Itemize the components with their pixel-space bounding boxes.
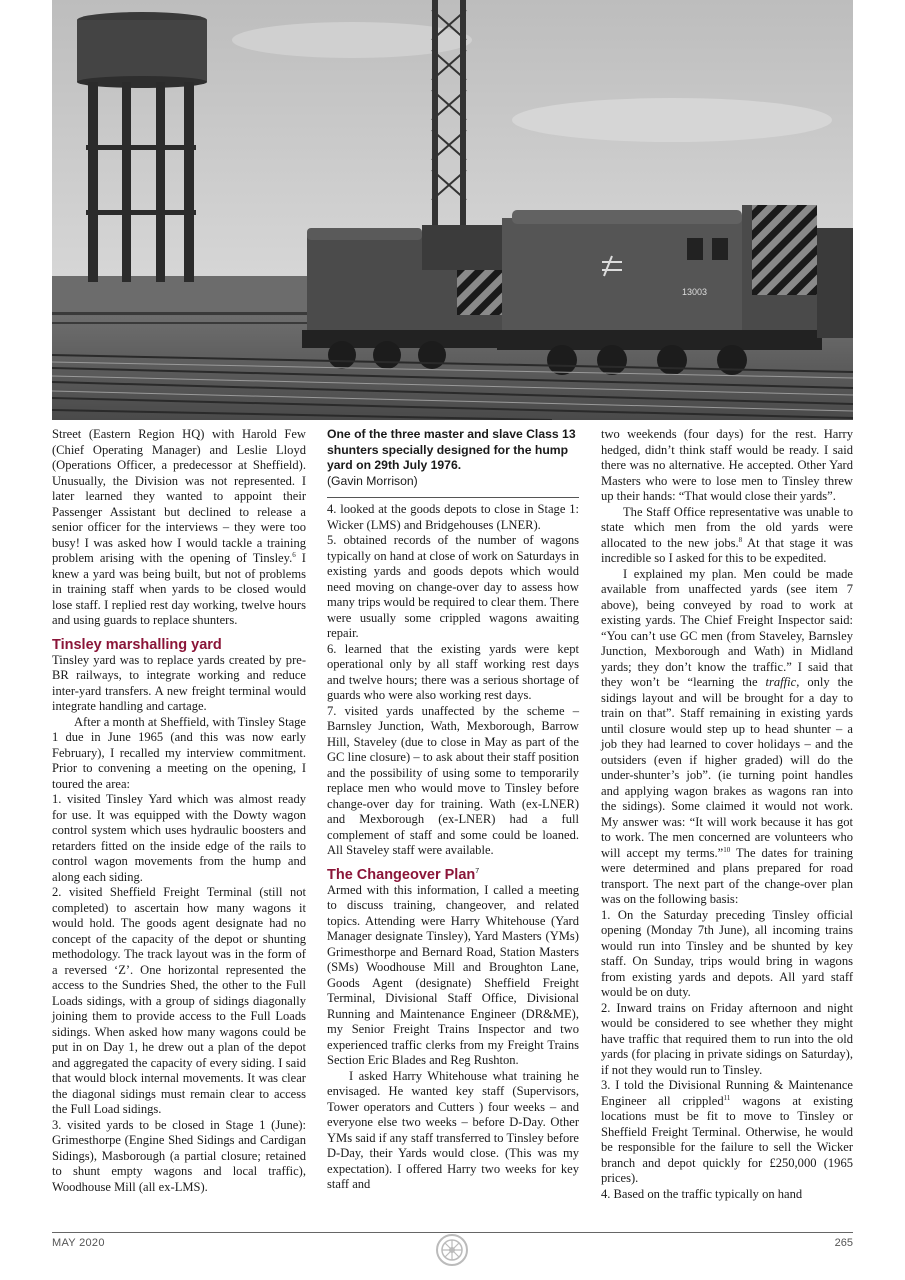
list-item: 2. visited Sheffield Freight Terminal (still not completed) to ascertain how many wagons it would hold. The goods agent designate had no concept of the capacity of the depot or shunting methodology. The track layout was in the form of a reversed ‘Z’. One horizontal represented the access to the Sundries Shed, the other to the Full Loads sidings, with a group of sidings diagonally joining them to provide access to the Full Loads sidings. When asked how many wagons could be put in on Day 1, he drew out a plan of the depot and aggregated the capacity of every siding. I said that would block internal movements. It was clear the diagonal sidings must remain clear to access the Full Load sidings. [52,885,306,1116]
paragraph: After a month at Sheffield, with Tinsley Stage 1 due in June 1965 (and this was now early February), I recalled my interview commitment. Prior to convening a meeting on the opening, I toured the area: [52,714,306,791]
paragraph: The Staff Office representative was unable to state which men from the old yards were allocated to the new jobs.$^8$ At that stage it was incredible so I asked for this to be expedited. [601,504,853,565]
list-item: 3. I told the Divisional Running & Maintenance Engineer all crippled$^{11}$ wagons at existing locations must be fit to move to Tinsley or Sheffield Freight Terminal. Otherwise, he would be responsible for the failure to sell the Wicker branch and depot quickly for £250,000 (1965 prices). [601,1078,853,1185]
photo-caption: One of the three master and slave Class 13 shunters specially designed for the hump yard on 29th July 1976. (Gavin Morrison) [327,427,576,488]
loco-number: 13003 [682,287,708,297]
list-item: 1. On the Saturday preceding Tinsley official opening (Monday 7th June), all incoming trains would run into Tinsley and be shunted by key staff. On Sunday, trips would bring in wagons from existing yards and depots. All yard staff would be on duty. [601,907,853,999]
column-3 [601,427,853,1202]
list-item: 1. visited Tinsley Yard which was almost ready for use. It was equipped with the Dowty wagon control system which uses hydraulic boosters and retarders fitted on the inside edge of the rails to control wagon movements from the hump and along each siding. [52,792,306,884]
paragraph: two weekends (four days) for the rest. Harry hedged, didn’t think staff would be ready. I said there was no alternative. He accepted. Other Yard Masters who were to lose men to Tinsley threw up their hands: “That would close their yards”. [601,427,853,503]
locomotive-photo [52,0,853,420]
photo-credit: (Gavin Morrison) [327,473,418,488]
list-item: 5. obtained records of the number of wagons typically on hand at close of work on Saturdays in existing yards and goods depots which would need moving on change-over day to assess how many trips would be required to clear them. There were usually some crippled wagons awaiting repair. [327,533,579,640]
paragraph: I explained my plan. Men could be made available from unaffected yards (see item 7 above), being conveyed by road to work at existing yards. The Chief Freight Inspector said: “You can’t use GC men (from Staveley, Barnsley Junction, Mexborough and Wath) in Midland yards; they don’t know the traffic.” I said that they won’t be “learning the traffic, only the sidings layout and will be brought for a day to train on that”. Staff remaining in existing yards until closure would step up to head shunter – a job they had learned to cover holidays – and the outsiders (even if higher graded) will do the under-shunter’s job”. (ie turning point handles and applying wagon brakes as wagons ran into the sidings). Some claimed it would not work. My answer was: “It will work because it has got to work. The men concerned are volunteers who will accept my terms.”$^{10}$ The dates for training were determined and plans prepared for road transport. The next part of the change-over plan was on the following basis: [601,566,853,906]
column-2 [327,427,579,1193]
page-number: 265 [834,1237,853,1249]
paragraph: Tinsley yard was to replace yards created by pre-BR railways, to integrate working and reduce inter-yard transfers. A new freight terminal would integrate handling and cartage. [52,652,306,713]
list-item: 4. looked at the goods depots to close in Stage 1: Wicker (LMS) and Bridgehouses (LNER). [327,502,579,532]
wheel-logo-icon [435,1233,469,1267]
caption-divider [327,497,579,498]
paragraph: Armed with this information, I called a meeting to discuss training, changeover, and related topics. Attending were Harry Whitehouse (Yard Manager designate Tinsley), Yard Masters (YMs) Grimesthorpe and Bernard Road, Station Masters (SMs) Woodhouse Mill and Broughton Lane, Goods Agent (designate) Sheffield Freight Terminal, Divisional Staff Office, Divisional Running and Maintenance Engineer (DR&ME), my Senior Freight Trains Inspector and two experienced traffic clerks from my Freight Trains Section Eric Blades and Reg Rushton. [327,882,579,1067]
list-item: 6. learned that the existing yards were kept operational only by all staff working rest days and twelve hours; there was a serious shortage of guards who were also working rest days. [327,641,579,702]
section-heading-changeover: The Changeover Plan$^7$ [327,866,480,883]
column-1 [52,427,306,1195]
list-item: 4. Based on the traffic typically on hand [601,1186,803,1201]
section-heading-tinsley: Tinsley marshalling yard [52,636,222,653]
list-item: 7. visited yards unaffected by the scheme – Barnsley Junction, Wath, Mexborough, Barrow Hill, Staveley (due to close in May as part of the GC line closure) – to ask about their staff position and the possibility of using some to temporarily replace men who would move to Tinsley before change-over day for training. Wath (ex-LNER) and Mexborough (ex-LNER) had a full complement of staff and some could be loaned. All Staveley staff were available. [327,703,579,857]
paragraph: I asked Harry Whitehouse what training he envisaged. He wanted key staff (Supervisors, Tower operators and Cutters ) four weeks – and everyone else two weeks – before D-Day. Other YMs said if any staff transferred to Tinsley before D-Day, their Yards would close. (This was my expectation). I offered Harry two weeks for key staff and [327,1068,579,1191]
paragraph: Street (Eastern Region HQ) with Harold Few (Chief Operating Manager) and Leslie Lloyd (Operations Officer, a predecessor at Sheffield). Unusually, the Division was not represented. I later learned they wanted to appoint their Passenger Assistant but declined to release a senior officer for the interviews – they were too busy! I was asked how I would tackle a training problem arising with the opening of Tinsley.$^6$ I knew a yard was being built, but not of problems in training staff when yards to be closed would lose staff. I replied rest day working, twelve hours and using guards to replace shunters. [52,427,306,627]
list-item: 3. visited yards to be closed in Stage 1 (June): Grimesthorpe (Engine Shed Sidings and Cardigan Sidings), Masborough (a partial closure; retained to shunt empty wagons and local traffic), Woodhouse Mill (all ex-LMS). [52,1117,306,1194]
list-item: 2. Inward trains on Friday afternoon and night would be considered to see whether they might have traffic that required them to run into the old yards (for placing in private sidings on Saturday), if not they would run to Tinsley. [601,1000,853,1077]
footer-date: MAY 2020 [52,1237,105,1249]
